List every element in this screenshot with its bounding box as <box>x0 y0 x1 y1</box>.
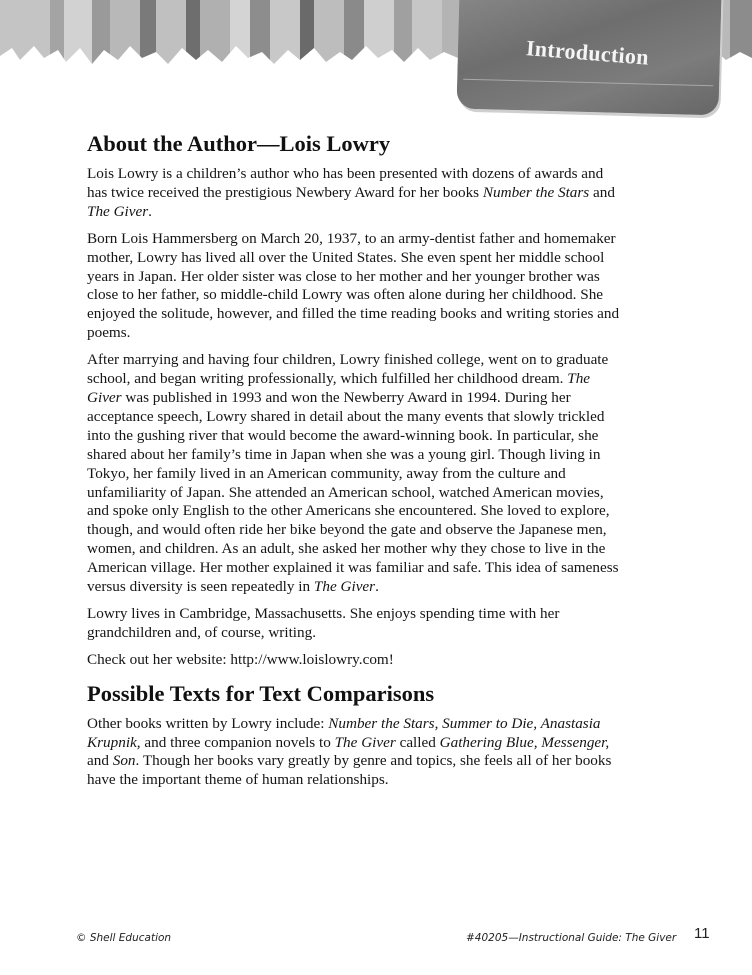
paragraph-residence: Lowry lives in Cambridge, Massachusetts. She enjoys spending time with her grandchildren and, of course, writing. <box>87 604 560 641</box>
main-content <box>87 130 627 798</box>
paragraph-career: After marrying and having four children, Lowry finished college, went on to graduate school, and began writing professionally, which fulfilled her childhood dream. The Giver was published in 1993 and won the Newberry Award in 1994. During her acceptance speech, Lowry shared in detail about the many events that slowly trickled into the gushing river that would become the award-winning book. In particular, she shared about her family’s time in Japan when she was a young girl. Though living in Tokyo, her family lived in an American community, away from the culture and unfamiliarity of Japan. She attended an American school, watched American movies, and spoke only English to the other Americans she encountered. She loved to explore, though, and would often ride her bike beyond the gate and observe the Japanese men, women, and children. As an adult, she asked her mother why they chose to live in the American village. Her mother explained it was familiar and safe. This idea of sameness versus diversity is seen repeatedly in The Giver. <box>87 351 619 596</box>
book-title: The Giver <box>87 202 149 220</box>
book-titles: Gathering Blue, Messenger, <box>439 733 610 751</box>
book-titles: Number the Stars, Summer to Die, Anastasia Krupnik, <box>87 714 601 751</box>
footer-copyright: © Shell Education <box>76 932 172 944</box>
paragraph-website: Check out her website: http://www.loislowry.com! <box>87 650 394 668</box>
section-tab-title: Introduction <box>525 35 650 70</box>
tab-divider <box>463 79 713 87</box>
footer-product-id: #40205—Instructional Guide: The Giver <box>466 932 677 944</box>
page-number: 11 <box>694 925 710 942</box>
book-title: Number the Stars <box>482 183 590 201</box>
book-title: The Giver <box>87 370 591 406</box>
book-title: The Giver <box>334 733 396 751</box>
paragraph-other-books: Other books written by Lowry include: Number the Stars, Summer to Die, Anastasia Krupnik, and three companion novels to The Giver called Gathering Blue, Messenger, and Son. Though her books vary greatly by genre and topics, she feels all of her books have the important theme of human relationships. <box>87 714 612 789</box>
book-title: The Giver <box>313 578 376 596</box>
book-title: Son <box>112 752 136 770</box>
paragraph-intro: Lois Lowry is a children’s author who has been presented with dozens of awards and has twice received the prestigious Newbery Award for her books Number the Stars and The Giver. <box>87 165 615 220</box>
heading-possible-texts: Possible Texts for Text Comparisons <box>87 680 435 706</box>
section-tab <box>456 0 721 115</box>
heading-about-the-author: About the Author—Lois Lowry <box>87 131 391 156</box>
paragraph-early-life: Born Lois Hammersberg on March 20, 1937, to an army-dentist father and homemaker mother, Lowry has lived all over the United States. She even spent her middle school years in Japan. Her older sister was close to her mother and her younger brother was close to her father, so middle-child Lowry was often alone during her childhood. She enjoyed the solitude, however, and filled the time reading books and writing stories and poems. <box>87 229 620 342</box>
